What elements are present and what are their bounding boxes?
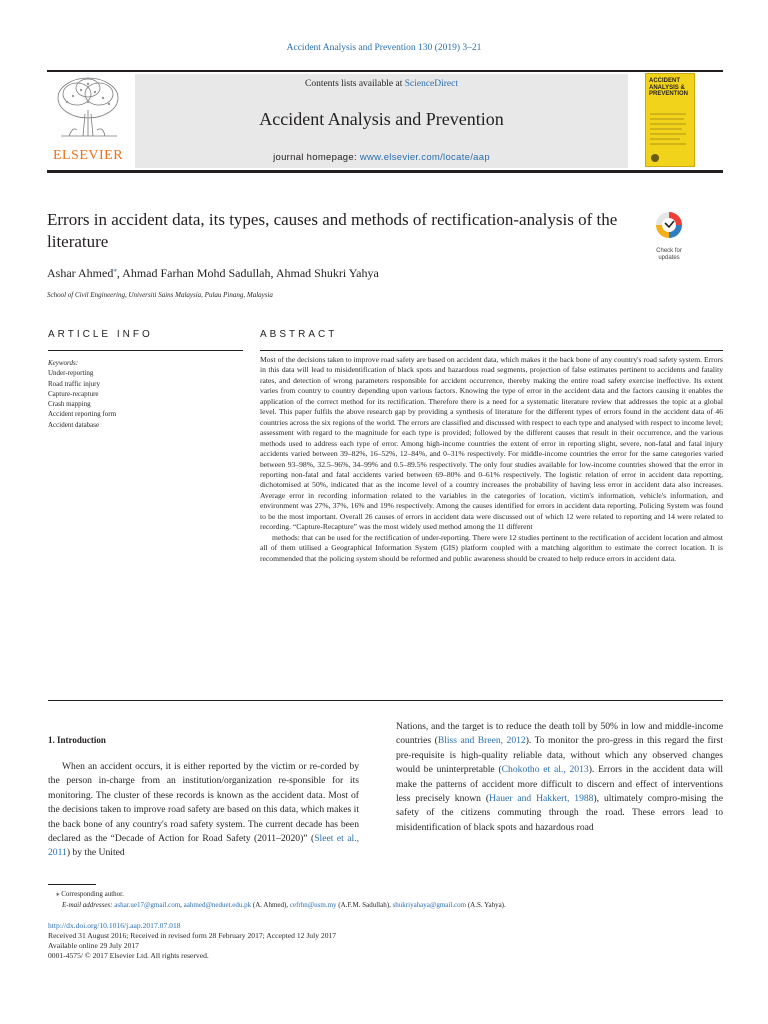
citation-link[interactable]: Bliss and Breen, 2012 [437, 735, 526, 747]
keyword: Under-reporting [48, 369, 94, 378]
author-separator: , [270, 266, 276, 280]
citation-link[interactable]: Chokotho et al., 2013 [501, 764, 589, 776]
email-sep: (A.F.M. Sadullah), [336, 901, 393, 909]
journal-cover-thumbnail[interactable] [645, 73, 695, 167]
keyword: Capture-recapture [48, 389, 99, 398]
corresponding-author-note: ⁎ Corresponding author. [56, 890, 124, 898]
email-label: E-mail addresses: [62, 901, 113, 909]
intro-text: ). To monitor the pro-gress in this regard the first pre-requisite is high-quality reliable data, without which any observed changes would be uninterpretable ( [396, 735, 723, 776]
journal-homepage-line [135, 152, 628, 163]
article-info-rule [48, 350, 243, 351]
cover-title: ACCIDENT ANALYSIS & PREVENTION [649, 78, 689, 97]
citation-link[interactable]: Hauer and Hakkert, 1988 [489, 793, 594, 805]
intro-text: ). Errors in the accident data will make the patterns of accident more difficult to discern and effect of interventions less precisely known ( [396, 764, 723, 805]
keywords-block [48, 358, 116, 430]
email-sep: (A.S. Yahya). [466, 901, 506, 909]
keyword: Crash mapping [48, 400, 91, 409]
email-sep: , [180, 901, 184, 909]
email-link[interactable]: shukriyahaya@gmail.com [392, 901, 467, 909]
email-link[interactable]: cefrhn@usm.my [289, 901, 337, 909]
introduction-heading: 1. Introduction [48, 735, 106, 745]
keywords-label: Keywords: [48, 359, 79, 367]
corresponding-marker[interactable]: ⁎ [113, 266, 117, 274]
crossmark-line1: Check for [656, 248, 682, 254]
author-name[interactable]: Ahmad Farhan Mohd Sadullah [122, 266, 271, 280]
affiliation: School of Civil Engineering, Universiti Sains Malaysia, Pulau Pinang, Malaysia [47, 291, 273, 299]
intro-text: ) by the United [66, 847, 125, 859]
footnote-rule [48, 884, 96, 885]
cover-lines-icon [646, 74, 694, 166]
intro-text: ), ultimately compro-mising the safety of the citizens commuting through the road. These errors lead to misidentification of black spots and hazardous road [396, 793, 724, 833]
crossmark-icon [645, 209, 693, 243]
abstract-body [260, 355, 723, 564]
intro-text: Nations, and the target is to reduce the death toll by 50% in low and middle-income countries ( [396, 721, 723, 747]
author-name[interactable]: Ashar Ahmed [47, 266, 114, 280]
email-sep: (A. Ahmed), [251, 901, 290, 909]
masthead-top-rule [47, 70, 723, 72]
introduction-paragraph [396, 720, 723, 835]
received-dates: Received 31 August 2016; Received in revised form 28 February 2017; Accepted 12 July 2017 [48, 931, 337, 940]
article-title: Errors in accident data, its types, causes and methods of rectification-analysis of the literature [47, 210, 618, 251]
abstract-heading: ABSTRACT [260, 329, 338, 340]
author-name[interactable]: Ahmad Shukri Yahya [275, 266, 379, 280]
abstract-bottom-rule [48, 700, 723, 701]
email-link[interactable]: aahmed@neduet.edu.pk [183, 901, 252, 909]
abstract-paragraph: methods: that can be used for the rectification of under-reporting. There were 12 studies pertinent to the rectification of accident location and almost all of them utilised a Geographical Information System (GIS) platform coupled with a matching algorithm to estimate the correct location. It is recommended that the policing system should be reformed and public awareness should be created to help reduce errors in accident data. [260, 532, 723, 563]
author-separator: , [116, 266, 123, 280]
citation-link[interactable]: Sleet et al., 2011 [48, 833, 359, 859]
sciencedirect-link[interactable]: ScienceDirect [404, 79, 458, 89]
elsevier-wordmark: ELSEVIER [52, 148, 124, 163]
introduction-paragraph [48, 760, 359, 861]
keyword: Accident database [48, 420, 100, 429]
introduction-left-column [48, 760, 359, 861]
elsevier-tree-icon [47, 74, 129, 146]
available-online: Available online 29 July 2017 [48, 941, 139, 950]
introduction-right-column [396, 720, 723, 835]
front-matter [48, 921, 336, 961]
keyword: Road traffic injury [48, 379, 100, 388]
contents-line [135, 79, 628, 89]
abstract-paragraph: Most of the decisions taken to improve road safety are based on accident data, which makes it the back bone of any country's road safety system. Errors in this data will lead to misidentification of black spots and hazardous road segments, projection of false estimates pertinent to accidents and fatality rates, and detection of wrong parameters responsible for accident occurrence, thereby making the entire road safety exercise ineffective. Its extent varies from country to country depending upon various factors. Knowing the type of error in the accident data and the factors causing it enables the application of the correct method for its rectification. Therefore there is a need for a systematic literature review that addresses the topic at a global level. This paper fulfils the above research gap by providing a synthesis of literature for the different types of errors found in the accident data of 46 countries across the six regions of the world. The errors are classified and discussed with respect to each type and analysed with respect to income level; assessment with regard to the magnitude for each type is provided; followed by the different causes that result in their occurrence, and the various methods used to address each type of error. Among high-income countries the extent of error in reporting slight, severe, non-fatal and fatal injury accidents varied between 39–82%, 16–52%, 12–84%, and 0–31% respectively. For middle-income countries the error for the same categories varied between 93–98%, 32.5–96%, 34–99% and 0.5–89.5% respectively. The only four studies available for low-income countries showed that the error in reporting non-fatal and fatal accidents varied between 69–80% and 0–61% respectively. The logistic relation of error in accident data reporting, dichotomised at 50%, indicated that as the income level of a country increases the probability of having less error in accident data also increases. Average error in recording information related to the variables in the categories of location, victim's information, vehicle's information, and environment was 27%, 37%, 16% and 19% respectively. Among the causes identified for errors in accident data reporting, Policing System was found to be the most important. Overall 26 causes of errors in accident data were discussed out of which 12 were related to reporting and 14 were related to recording. “Capture-Recapture” was the most widely used method among the 11 different [260, 355, 723, 532]
author-list [47, 266, 379, 281]
homepage-prefix: journal homepage: [273, 152, 360, 163]
email-addresses [62, 900, 722, 910]
copyright-line: 0001-4575/ © 2017 Elsevier Ltd. All rights reserved. [48, 951, 209, 960]
masthead-bottom-rule [47, 170, 723, 173]
keyword: Accident reporting form [48, 410, 117, 419]
email-link[interactable]: ashar.ue17@gmail.com [114, 901, 181, 909]
intro-text: When an accident occurs, it is either reported by the victim or re-corded by the person in-charge from an institution/organization re-sponsible for its monitoring. The cluster of these records is known as the accident data. Most of the decisions taken to improve road safety are based on this data, which makes it the back bone of any country's road safety system. The current decade has been declared as the “Decade of Action for Road Safety (2011–2020)” ( [48, 761, 359, 845]
contents-prefix: Contents lists available at [304, 79, 405, 89]
crossmark-line2: updates [658, 254, 680, 261]
abstract-rule [260, 350, 723, 351]
article-info-heading: ARTICLE INFO [48, 329, 153, 340]
check-for-updates-badge[interactable] [645, 209, 693, 259]
journal-name: Accident Analysis and Prevention [259, 109, 504, 129]
running-head[interactable]: Accident Analysis and Prevention 130 (2019) 3–21 [286, 43, 482, 53]
doi-link[interactable]: http://dx.doi.org/10.1016/j.aap.2017.07.018 [48, 921, 181, 930]
homepage-link[interactable]: www.elsevier.com/locate/aap [359, 152, 490, 163]
